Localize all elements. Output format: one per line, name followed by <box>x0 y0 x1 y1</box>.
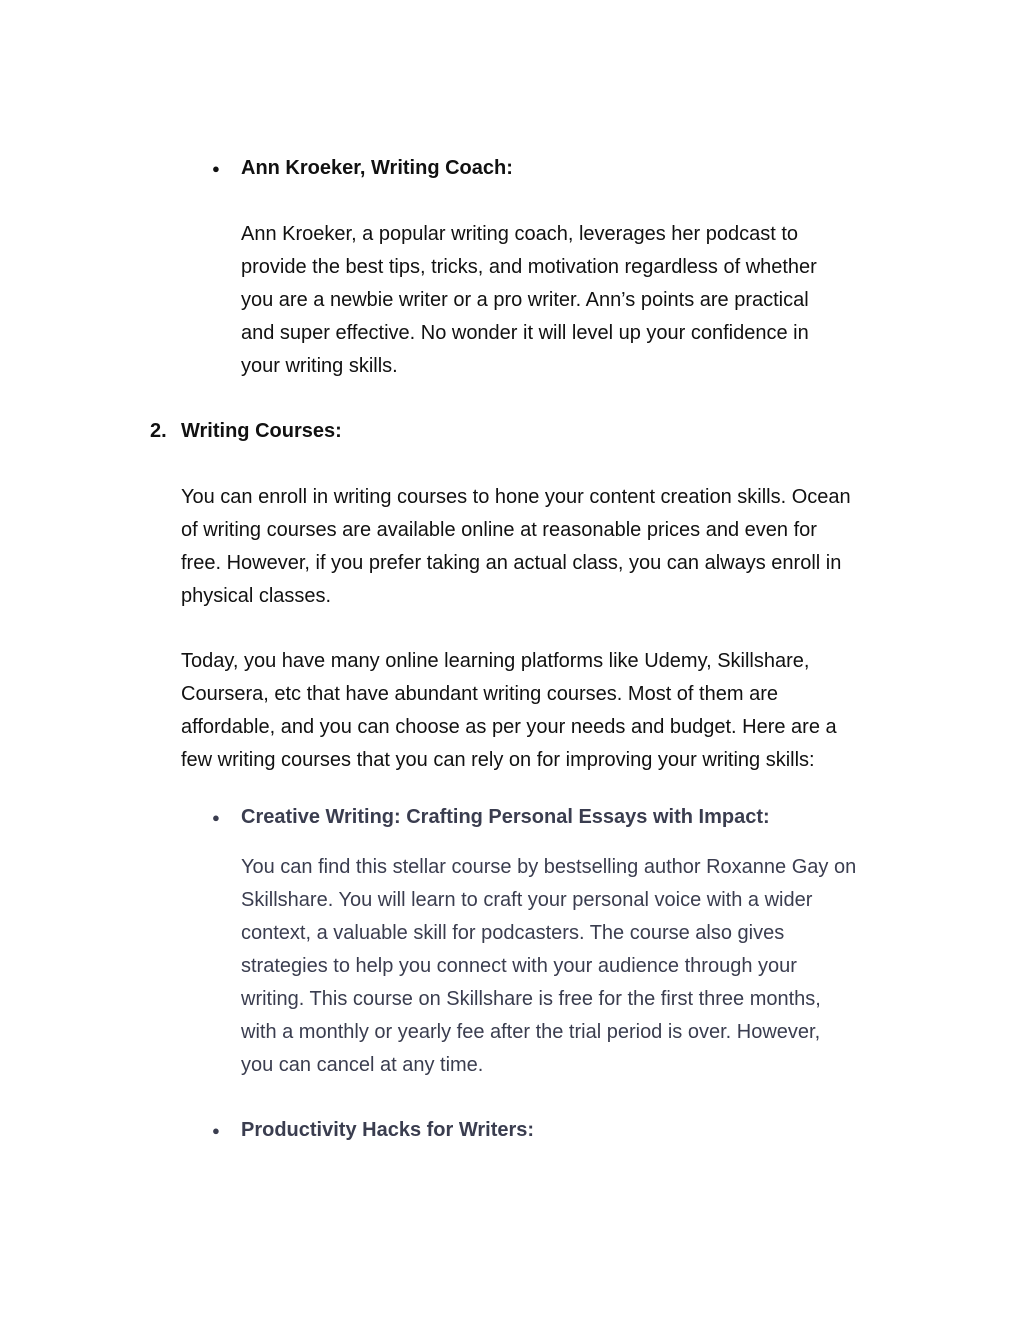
section-paragraph-1 <box>181 481 851 613</box>
text-line: You can find this stellar course by bestselling author Roxanne Gay on <box>241 856 857 878</box>
text-line: few writing courses that you can rely on for improving your writing skills: <box>181 749 815 771</box>
text-line: of writing courses are available online at reasonable prices and even for <box>181 519 817 541</box>
text-line: your writing skills. <box>241 355 398 377</box>
text-line: Today, you have many online learning platforms like Udemy, Skillshare, <box>181 650 810 672</box>
ann-kroeker-heading: Ann Kroeker, Writing Coach: <box>241 157 513 179</box>
bullet-dot: ● <box>212 161 220 176</box>
section-paragraph-2 <box>181 645 837 777</box>
text-line: you are a newbie writer or a pro writer. Ann’s points are practical <box>241 289 809 311</box>
section-heading: Writing Courses: <box>181 420 342 442</box>
text-line: writing. This course on Skillshare is free for the first three months, <box>241 988 821 1010</box>
bullet-dot: ● <box>212 1123 220 1138</box>
creative-writing-heading: Creative Writing: Crafting Personal Essays with Impact: <box>241 806 770 828</box>
text-line: physical classes. <box>181 585 332 607</box>
text-line: affordable, and you can choose as per your needs and budget. Here are a <box>181 716 837 738</box>
text-line: provide the best tips, tricks, and motivation regardless of whether <box>241 256 817 278</box>
ann-kroeker-description <box>241 218 817 383</box>
text-line: Skillshare. You will learn to craft your personal voice with a wider <box>241 889 813 911</box>
text-line: with a monthly or yearly fee after the trial period is over. However, <box>241 1021 821 1043</box>
text-line: You can enroll in writing courses to hone your content creation skills. Ocean <box>181 486 851 508</box>
creative-writing-description <box>241 851 856 1082</box>
text-line: context, a valuable skill for podcasters. The course also gives <box>241 922 785 944</box>
section-number: 2. <box>150 420 167 442</box>
text-line: strategies to help you connect with your audience through your <box>241 955 797 977</box>
productivity-heading: Productivity Hacks for Writers: <box>241 1119 535 1141</box>
text-line: Ann Kroeker, a popular writing coach, leverages her podcast to <box>241 223 798 245</box>
text-line: Coursera, etc that have abundant writing courses. Most of them are <box>181 683 778 705</box>
text-line: free. However, if you prefer taking an actual class, you can always enroll in <box>181 552 842 574</box>
text-line: you can cancel at any time. <box>241 1054 484 1076</box>
text-line: and super effective. No wonder it will level up your confidence in <box>241 322 809 344</box>
bullet-dot: ● <box>212 810 220 825</box>
